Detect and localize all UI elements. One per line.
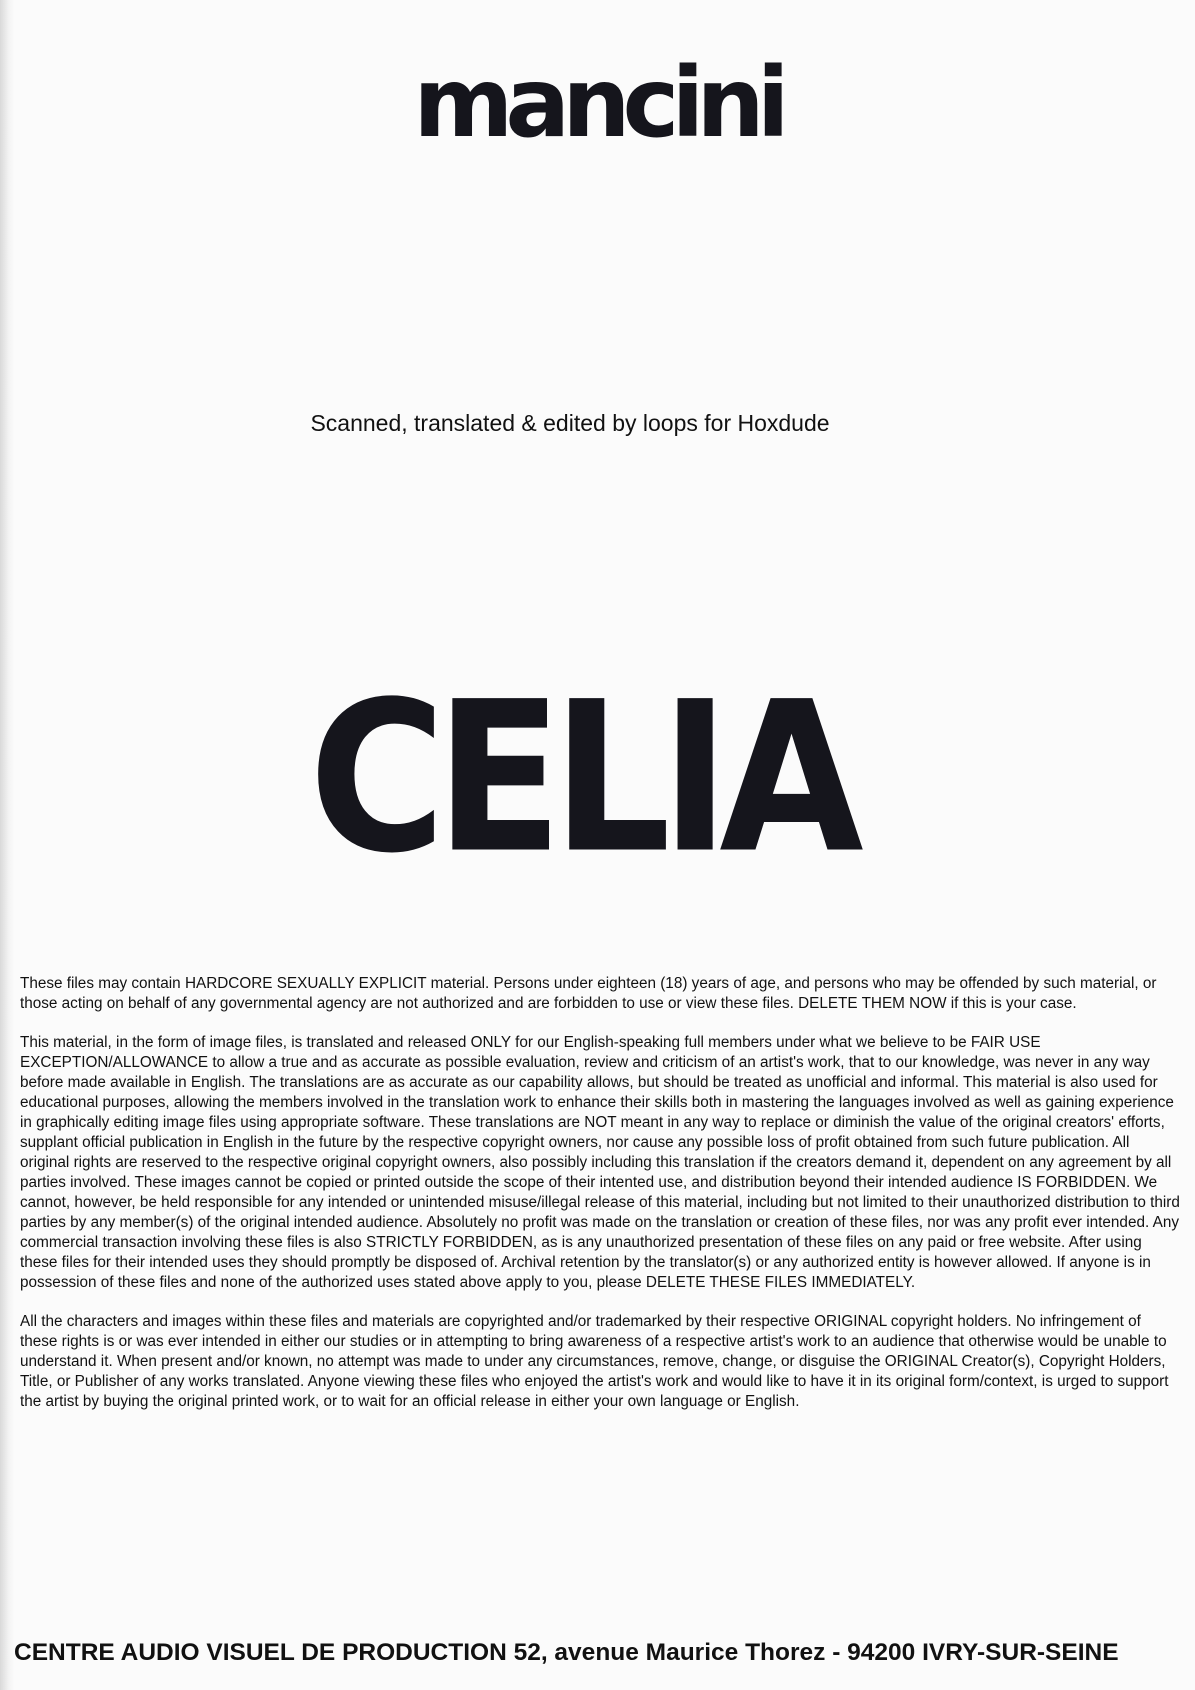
disclaimer-paragraph: All the characters and images within these files and materials are copyrighted and/or trademarked by their respective ORIGINAL copyright holders. No infringement of these rights is or was ever intended in either our studies or in attempting to bring awareness of a respective artist's work to an audience that otherwise would be unable to understand it. When present and/or known, no attempt was made to under any circumstances, remove, change, or disguise the ORIGINAL Creator(s), Copyright Holders, Title, or Publisher of any works translated. Anyone viewing these files who enjoyed the artist's work and would like to have it in its original form/context, is urged to support the artist by buying the original printed work, or to wait for an official release in either your own language or English.	[20, 1313, 1169, 1410]
disclaimer-paragraph: This material, in the form of image files, is translated and released ONLY for our English-speaking full members under what we believe to be FAIR USE EXCEPTION/ALLOWANCE to allow a true and as accurate as possible evaluation, review and criticism of an artist's work, that to our knowledge, was never in any way before made available in English. The translations are as accurate as our capability allows, but should be treated as unofficial and informal. This material is also used for educational purposes, allowing the members involved in the translation work to enhance their skills both in mastering the languages involved as well as gaining experience in graphically editing image files using appropriate software. These translations are NOT meant in any way to replace or diminish the value of the original creators' efforts, supplant official publication in English in the future by the respective copyright owners, nor cause any possible loss of profit obtained from such future publication. All original rights are reserved to the respective original copyright owners, also possibly including this translation if the creators demand it, dependent on any agreement by all parties involved. These images cannot be copied or printed outside the scope of their intented use, and distribution beyond their intended audience IS FORBIDDEN. We cannot, however, be held responsible for any intended or unintended misuse/illegal release of this material, including but not limited to their unauthorized distribution to third parties by any member(s) of the original intended audience. Absolutely no profit was made on the translation or creation of these files, nor was any profit ever intended. Any commercial transaction involving these files is also STRICTLY FORBIDDEN, as is any unauthorized presentation of these files on any paid or free website. After using these files for their intended uses they should promptly be disposed of. Archival retention by the translator(s) or any authorized entity is however allowed. If anyone is in possession of these files and none of the authorized uses stated above apply to you, please DELETE THESE FILES IMMEDIATELY.	[20, 1034, 1180, 1291]
disclaimer-text	[20, 974, 1180, 1431]
title-logo: CELIA	[308, 656, 854, 899]
disclaimer-paragraph: These files may contain HARDCORE SEXUALLY EXPLICIT material. Persons under eighteen (18) years of age, and persons who may be offended by such material, or those acting on behalf of any governmental agency are not authorized and are forbidden to use or view these files. DELETE THEM NOW if this is your case.	[20, 975, 1157, 1012]
page-edge-shadow	[0, 0, 14, 1690]
credit-line: Scanned, translated & edited by loops for Hoxdude	[310, 410, 830, 436]
publisher-address: CENTRE AUDIO VISUEL DE PRODUCTION 52, avenue Maurice Thorez - 94200 IVRY-SUR-SEINE	[14, 1639, 1119, 1666]
author-logo: mancini	[413, 47, 782, 159]
